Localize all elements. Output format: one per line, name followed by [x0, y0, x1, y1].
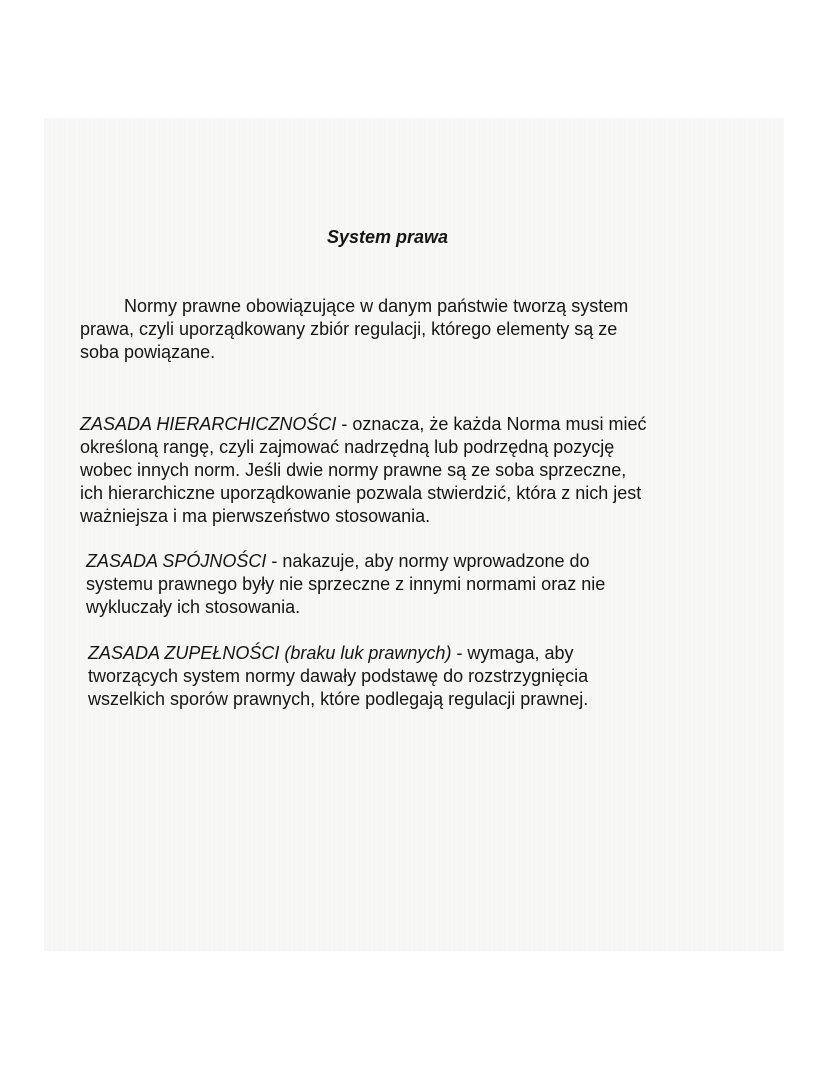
- principle-term: ZASADA HIERARCHICZNOŚCI: [80, 414, 337, 434]
- intro-paragraph: [80, 295, 740, 364]
- principle-line: ważniejsza i ma pierwszeństwo stosowania.: [80, 506, 431, 526]
- principle-completeness: [88, 642, 748, 711]
- principle-text: - wymaga, aby: [451, 643, 574, 663]
- principle-term: ZASADA SPÓJNOŚCI: [86, 551, 267, 571]
- principle-line: ich hierarchiczne uporządkowanie pozwala stwierdzić, która z nich jest: [80, 483, 642, 503]
- principle-text: - nakazuje, aby normy wprowadzone do: [266, 551, 590, 571]
- principle-first-line: [86, 550, 746, 573]
- document-title: System prawa: [327, 227, 449, 247]
- principle-consistency: [86, 550, 746, 619]
- intro-line: prawa, czyli uporządkowany zbiór regulacji, którego elementy są ze: [80, 319, 618, 339]
- principle-hierarchy: [80, 413, 740, 528]
- principle-line: określoną rangę, czyli zajmować nadrzędną lub podrzędną pozycję: [80, 437, 615, 457]
- principle-line: wszelkich sporów prawnych, które podlegają regulacji prawnej.: [88, 689, 589, 709]
- principle-term: ZASADA ZUPEŁNOŚCI (braku luk prawnych): [88, 643, 452, 663]
- principle-first-line: [80, 413, 740, 436]
- principle-line: systemu prawnego były nie sprzeczne z innymi normami oraz nie: [86, 574, 606, 594]
- intro-line: soba powiązane.: [80, 342, 216, 362]
- principle-line: tworzących system normy dawały podstawę do rozstrzygnięcia: [88, 666, 589, 686]
- principle-first-line: [88, 642, 748, 665]
- principle-line: wobec innych norm. Jeśli dwie normy prawne są ze soba sprzeczne,: [80, 460, 627, 480]
- principle-text: - oznacza, że każda Norma musi mieć: [336, 414, 647, 434]
- intro-line: Normy prawne obowiązujące w danym państwie tworzą system: [124, 296, 629, 316]
- principle-line: wykluczały ich stosowania.: [86, 597, 301, 617]
